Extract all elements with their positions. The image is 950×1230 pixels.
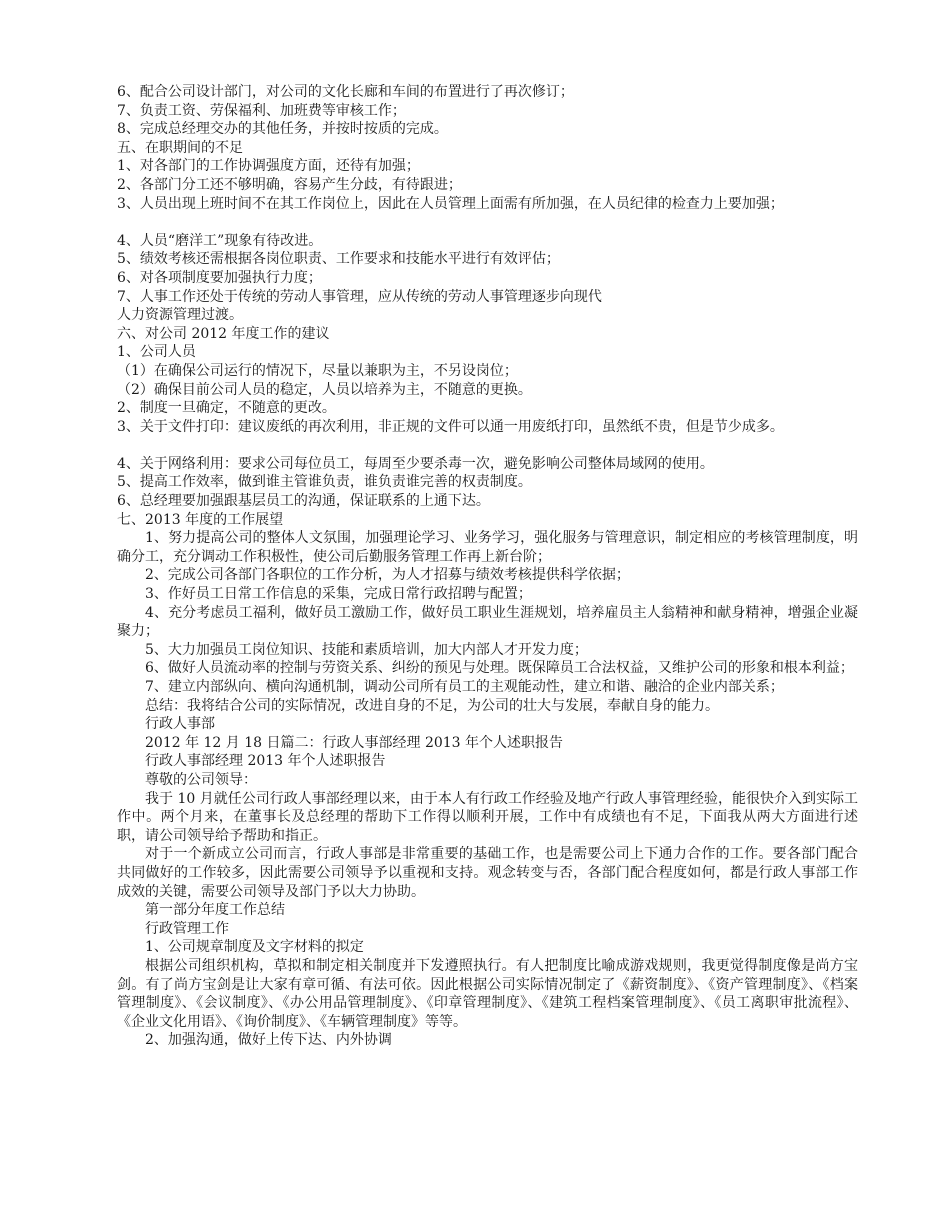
text-line: 5、大力加强员工岗位知识、技能和素质培训，加大内部人才开发力度； (145, 641, 588, 658)
text-line: 六、对公司 2012 年度工作的建议 (117, 325, 330, 342)
text-line: 2、完成公司各部门各职位的工作分析，为人才招募与绩效考核提供科学依据； (145, 567, 630, 584)
paragraph: 4、充分考虑员工福利，做好员工激励工作，做好员工职业生涯规划，培养雇员主人翁精神和献身精神，增强企业凝聚力； (117, 604, 858, 640)
text-line: 2、各部门分工还不够明确，容易产生分歧，有待跟进； (117, 176, 462, 193)
text-line: 行政人事部经理 2013 年个人述职报告 (145, 753, 386, 770)
text-line: 第一部分年度工作总结 (145, 902, 285, 919)
blank-line (117, 436, 858, 455)
text-line: （1）在确保公司运行的情况下，尽量以兼职为主，不另设岗位； (117, 362, 518, 379)
text-line: 七、2013 年度的工作展望 (117, 511, 284, 528)
text-line: 4、关于网络利用：要求公司每位员工，每周至少要杀毒一次，避免影响公司整体局域网的使用。 (117, 455, 714, 472)
document-body (117, 83, 858, 1050)
text-line: 3、作好员工日常工作信息的采集，完成日常行政招聘与配置； (145, 586, 532, 603)
text-line: 7、人事工作还处于传统的劳动人事管理，应从传统的劳动人事管理逐步向现代 (117, 288, 602, 305)
text-line: 3、人员出现上班时间不在其工作岗位上，因此在人员管理上面需有所加强，在人员纪律的检查力上要加强； (117, 195, 784, 212)
paragraph: 6、做好人员流动率的控制与劳资关系、纠纷的预见与处理。既保障员工合法权益，又维护公司的形象和根本利益； (145, 660, 854, 677)
text-line: 6、配合公司设计部门，对公司的文化长廊和车间的布置进行了再次修订； (117, 84, 574, 100)
text-line: 1、公司人员 (117, 344, 196, 361)
text-line: 2012 年 12 月 18 日篇二：行政人事部经理 2013 年个人述职报告 (145, 734, 564, 751)
text-line: （2）确保目前公司人员的稳定，人员以培养为主，不随意的更换。 (117, 381, 532, 398)
text-line: 2、制度一旦确定，不随意的更改。 (117, 400, 336, 417)
text-line: 4、人员“磨洋工”现象有待改进。 (117, 232, 323, 249)
text-line: 2、加强沟通，做好上传下达、内外协调 (145, 1032, 392, 1049)
paragraph: 根据公司组织机构，草拟和制定相关制度并下发遵照执行。有人把制度比喻成游戏规则，我更觉得制度像是尚方宝剑。有了尚方宝剑是让大家有章可循、有法可依。因此根据公司实际情况制定了《薪资制度》、《资产管理制度》、《档案管理制度》、《会议制度》、《办公用品管理制度》、《印章管理制度》、《建筑工程档案管理制度》、《员工离职审批流程》、《企业文化用语》、《询价制度》、《车辆管理制度》等等。 (117, 957, 858, 1030)
paragraph: 我于 10 月就任公司行政人事部经理以来，由于本人有行政工作经验及地产行政人事管理经验，能很快介入到实际工作中。两个月来，在董事长及总经理的帮助下工作得以顺利开展，工作中有成绩也有不足，下面我从两大方面进行述职，请公司领导给予帮助和指正。 (117, 790, 858, 844)
blank-line (117, 213, 858, 232)
text-line: 1、对各部门的工作协调强度方面，还待有加强； (117, 158, 420, 175)
text-line: 总结：我将结合公司的实际情况，改进自身的不足，为公司的壮大与发展，奉献自身的能力。 (145, 697, 719, 714)
text-line: 五、在职期间的不足 (117, 139, 243, 156)
text-line: 7、建立内部纵向、横向沟通机制，调动公司所有员工的主观能动性，建立和谐、融洽的企业内部关系； (145, 679, 784, 695)
text-line: 人力资源管理过渡。 (117, 307, 243, 324)
text-line: 行政管理工作 (145, 920, 229, 937)
text-line: 行政人事部 (145, 716, 215, 733)
paragraph: 1、努力提高公司的整体人文氛围，加强理论学习、业务学习，强化服务与管理意识，制定相应的考核管理制度，明确分工，充分调动工作积极性，使公司后勤服务管理工作再上新台阶； (117, 530, 858, 565)
text-line: 6、总经理要加强跟基层员工的沟通，保证联系的上通下达。 (117, 493, 490, 510)
text-line: 7、负责工资、劳保福利、加班费等审核工作； (117, 102, 406, 119)
text-line: 5、提高工作效率，做到谁主管谁负责，谁负责谁完善的权责制度。 (117, 474, 532, 491)
text-line: 8、完成总经理交办的其他任务，并按时按质的完成。 (117, 121, 448, 138)
paragraph: 对于一个新成立公司而言，行政人事部是非常重要的基础工作，也是需要公司上下通力合作的工作。要各部门配合共同做好的工作较多，因此需要公司领导予以重视和支持。观念转变与否，各部门配合程度如何，都是行政人事部工作成效的关键，需要公司领导及部门予以大力协助。 (117, 846, 858, 900)
text-line: 1、公司规章制度及文字材料的拟定 (145, 939, 364, 956)
text-line: 3、关于文件打印：建议废纸的再次利用，非正规的文件可以通一用废纸打印，虽然纸不贵，但是节少成多。 (117, 418, 784, 435)
text-line: 6、对各项制度要加强执行力度； (117, 269, 322, 286)
text-line: 5、绩效考核还需根据各岗位职责、工作要求和技能水平进行有效评估； (117, 251, 560, 268)
text-line: 尊敬的公司领导： (145, 771, 257, 788)
